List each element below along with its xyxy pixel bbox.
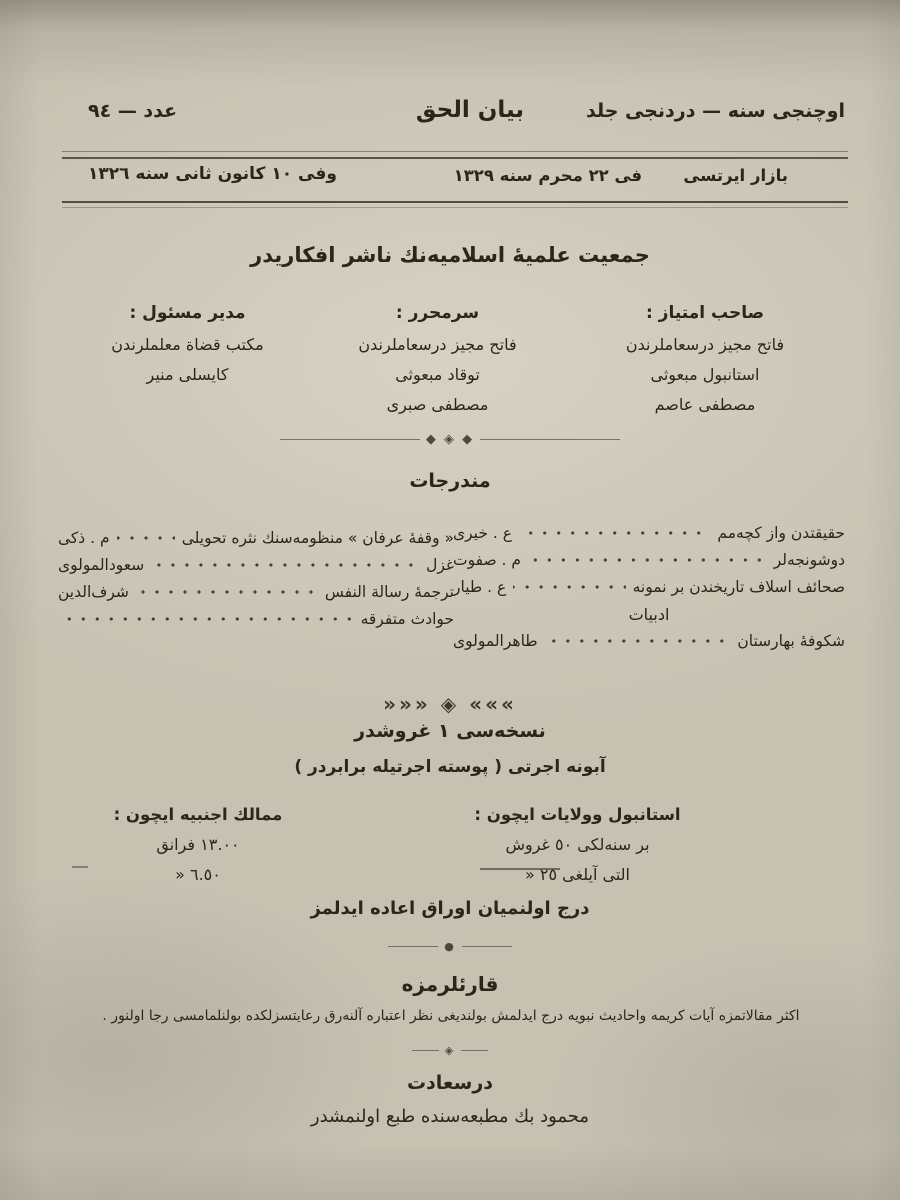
floral-divider <box>280 432 620 447</box>
dotted-leader <box>528 556 767 564</box>
dotted-leader <box>151 561 419 569</box>
owner-column <box>570 303 840 420</box>
hijri-date: فى ٢٢ محرم سنه ١٣٢٩ <box>453 166 642 185</box>
contents-heading: مندرجات <box>409 470 491 492</box>
readers-heading: قارئلرمزه <box>401 972 499 996</box>
domestic-heading: استانبول وولايات ايچون : <box>474 805 681 824</box>
manager-heading: مدير مسئول : <box>129 303 246 323</box>
diamond-divider-icon: ◈ <box>444 1044 456 1057</box>
toc-title: « وقفهٔ عرفان » منظومه‌سنك نثره تحويلى <box>181 529 454 547</box>
top-divider-rule <box>62 151 848 159</box>
readers-note: اكثر مقالاتمزه آيات كريمه واحاديث نبويه درج ايدلمش بولنديغى نظر اعتباره آلنه‌رق رعايتسزلكده بولنلمامسى رجا اولنور . <box>102 1008 800 1024</box>
toc-item <box>58 583 454 601</box>
dotted-leader <box>117 534 175 542</box>
toc-author: شرف‌الدين <box>58 583 129 601</box>
dotted-leader <box>136 588 318 596</box>
divider-line <box>412 1050 439 1051</box>
arrow-divider-icon: »»» ◈ ««« <box>383 692 517 716</box>
floral-divider-icon: ◆ ◈ ◆ <box>425 432 475 447</box>
contents-right-column <box>453 524 845 659</box>
toc-item <box>58 556 454 574</box>
toc-item <box>453 632 845 650</box>
dotted-leader <box>545 637 731 645</box>
editor-name: مصطفى صبرى <box>386 395 489 414</box>
toc-author: م . صفوت <box>453 551 521 569</box>
domestic-rate: بر سنه‌لكى ٥٠ غروش <box>505 835 650 854</box>
foreign-rate: ٦.٥٠ « <box>175 865 221 884</box>
toc-author: سعودالمولوى <box>58 556 145 574</box>
toc-title: حوادث متفرقه <box>360 610 454 628</box>
dot-divider-icon: ● <box>444 940 456 953</box>
toc-item <box>453 578 845 596</box>
manager-name: كايسلى منير <box>146 365 229 384</box>
toc-title: شكوفهٔ بهارستان <box>737 632 845 650</box>
editor-column <box>315 303 560 420</box>
dot-divider <box>388 940 512 953</box>
divider-line <box>461 1050 488 1051</box>
editor-line: فاتح مجيز درسعاملرندن <box>358 335 517 354</box>
foreign-rate: ١٣.٠٠ فرانق <box>156 835 240 854</box>
small-divider-rule <box>480 868 560 870</box>
toc-item <box>58 610 454 628</box>
toc-item <box>453 551 845 569</box>
foreign-subscription <box>78 800 318 890</box>
toc-title: غزل <box>426 556 454 574</box>
no-return-notice: درج اولنميان اوراق اعاده ايدلمز <box>310 898 590 919</box>
rumi-date: وفى ١٠ كانون ثانى سنه ١٣٢٦ <box>88 164 337 184</box>
owner-line: فاتح مجيز درسعاملرندن <box>625 335 785 354</box>
foreign-heading: ممالك اجنبيه ايچون : <box>113 805 283 824</box>
editor-line: توقاد مبعوثى <box>395 365 480 384</box>
dotted-leader <box>519 529 710 537</box>
small-ornament-divider <box>412 1044 488 1057</box>
publication-day: بازار ايرتسى <box>683 166 788 185</box>
divider-line <box>480 439 620 440</box>
dateline-divider-rule <box>62 201 848 208</box>
volume-info: اوچنجى سنه — دردنجى جلد <box>585 100 845 122</box>
owner-line: استانبول مبعوثى <box>650 365 760 384</box>
toc-title: صحائف اسلاف تاريخندن بر نمونه <box>632 578 845 596</box>
manager-line: مكتب قضاة معلملرندن <box>111 335 264 354</box>
owner-name: مصطفى عاصم <box>654 395 756 414</box>
copy-price: نسخه‌سى ١ غروشدر <box>354 720 546 742</box>
toc-author: ع . خيرى <box>453 524 512 542</box>
toc-item <box>453 524 845 542</box>
toc-author: ع . طيار <box>453 578 507 596</box>
domestic-subscription <box>455 800 700 890</box>
divider-line <box>280 439 420 440</box>
toc-item <box>58 529 454 547</box>
subscription-note: آبونه اجرتى ( پوسته اجرتيله برابردر ) <box>294 757 606 777</box>
toc-author: م . ذكى <box>58 529 110 547</box>
journal-title: بيان الحق <box>415 97 525 123</box>
toc-title: ترجمهٔ رسالة النفس <box>324 583 454 601</box>
owner-heading: صاحب امتياز : <box>645 303 765 323</box>
dotted-leader <box>65 615 354 623</box>
dotted-leader <box>513 583 625 591</box>
toc-title: حقيقتدن واز كچه‌مم <box>717 524 845 542</box>
domestic-rate: التى آيلغى ٢٥ « <box>525 865 630 884</box>
edge-mark <box>72 866 88 868</box>
editor-heading: سرمحرر : <box>395 303 480 323</box>
manager-column <box>70 303 305 420</box>
imprint-city: درسعادت <box>406 1072 494 1094</box>
toc-section-subheading: ادبيات <box>628 605 670 624</box>
divider-line <box>462 946 512 947</box>
imprint-printer: محمود بك مطبعه‌سنده طبع اولنمشدر <box>310 1106 590 1127</box>
toc-author: طاهرالمولوى <box>453 632 538 650</box>
issue-number: عدد — ٩٤ <box>88 100 178 122</box>
toc-title: دوشونجه‌لر <box>773 551 845 569</box>
contents-left-column <box>58 529 454 637</box>
divider-line <box>388 946 438 947</box>
staff-section <box>70 303 840 420</box>
society-subtitle: جمعيت علميهٔ اسلاميه‌نك ناشر افكاريدر <box>250 243 650 267</box>
